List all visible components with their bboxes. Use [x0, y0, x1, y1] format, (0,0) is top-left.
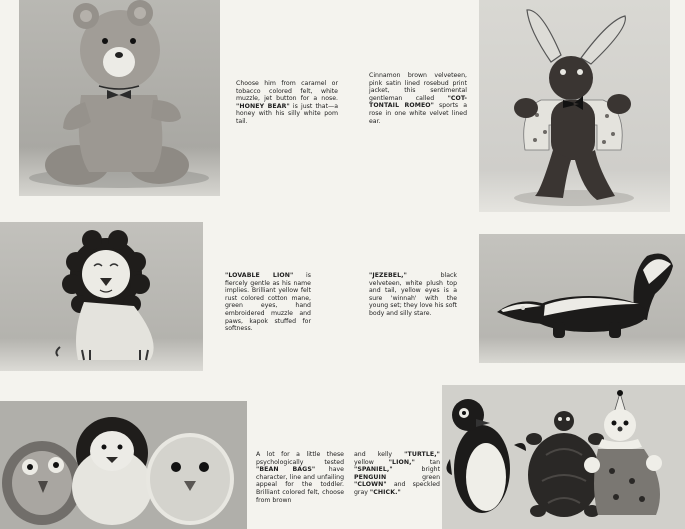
caption-turtle-lion-spaniel	[354, 451, 440, 497]
caption-name: "CHICK."	[369, 488, 401, 496]
jezebel-image	[479, 234, 685, 363]
bean-bags-image	[0, 401, 247, 529]
caption-text: sports a rose in one white velvet lined ear.	[369, 102, 467, 125]
photo-turtle-penguin-clown	[442, 385, 685, 529]
caption-honey-bear	[236, 80, 338, 126]
photo-bean-bags	[0, 401, 247, 529]
caption-name: "LOVABLE LION"	[225, 272, 294, 279]
caption-name: "SPANIEL,"	[354, 466, 393, 474]
caption-name: PENGUIN	[354, 473, 387, 481]
caption-text: tan	[414, 458, 440, 466]
caption-text: green	[386, 473, 440, 481]
caption-text: have character, line and unfailing appeal for the toddler. Brilliant colored felt, choose from brown	[256, 466, 344, 504]
caption-name: "COT-TONTAIL ROMEO"	[369, 94, 467, 110]
caption-text: A lot for a little these psychologically tested	[256, 451, 344, 466]
caption-text: and kelly	[354, 451, 405, 458]
caption-text: and speckled gray	[354, 481, 440, 496]
caption-jezebel	[369, 272, 457, 318]
caption-lovable-lion	[225, 272, 311, 333]
cottontail-romeo-image	[479, 0, 670, 212]
caption-name: "BEAN BAGS"	[256, 466, 316, 474]
photo-jezebel	[479, 234, 685, 363]
caption-name: "JEZEBEL,"	[369, 272, 407, 279]
caption-text: is fiercely gentle as his name implies. Brilliant yellow felt rust colored cotton mane, green eyes, hand embroidered muzzle and paws, kapok stuffed for softness.	[225, 272, 311, 333]
caption-text: black velveteen, white plush top and tail, yellow eyes is a sure 'winnah' with the young set; they love his soft body and silly stare.	[369, 272, 457, 317]
caption-cottontail-romeo	[369, 72, 467, 125]
caption-text: yellow	[354, 458, 389, 466]
lovable-lion-image	[0, 222, 203, 371]
photo-cottontail-romeo	[479, 0, 670, 212]
turtle-penguin-clown-image	[442, 385, 685, 529]
caption-name: "LION,"	[388, 458, 415, 466]
caption-text: bright	[392, 466, 440, 474]
caption-text: Choose him from caramel or tobacco colored felt, white muzzle, jet button for a nose.	[236, 80, 338, 103]
honey-bear-image	[19, 0, 220, 196]
caption-text: Cinnamon brown velveteen, pink satin lined rosebud print jacket, this sentimental gentleman called	[369, 72, 467, 102]
caption-bean-bags	[256, 451, 344, 504]
caption-text: is just that—a honey with his silly white pom tail.	[236, 102, 338, 125]
photo-lovable-lion	[0, 222, 203, 371]
caption-name: "TURTLE,"	[404, 451, 440, 458]
caption-name: "CLOWN"	[354, 481, 387, 489]
photo-honey-bear	[19, 0, 220, 196]
caption-name: "HONEY BEAR"	[236, 102, 290, 110]
